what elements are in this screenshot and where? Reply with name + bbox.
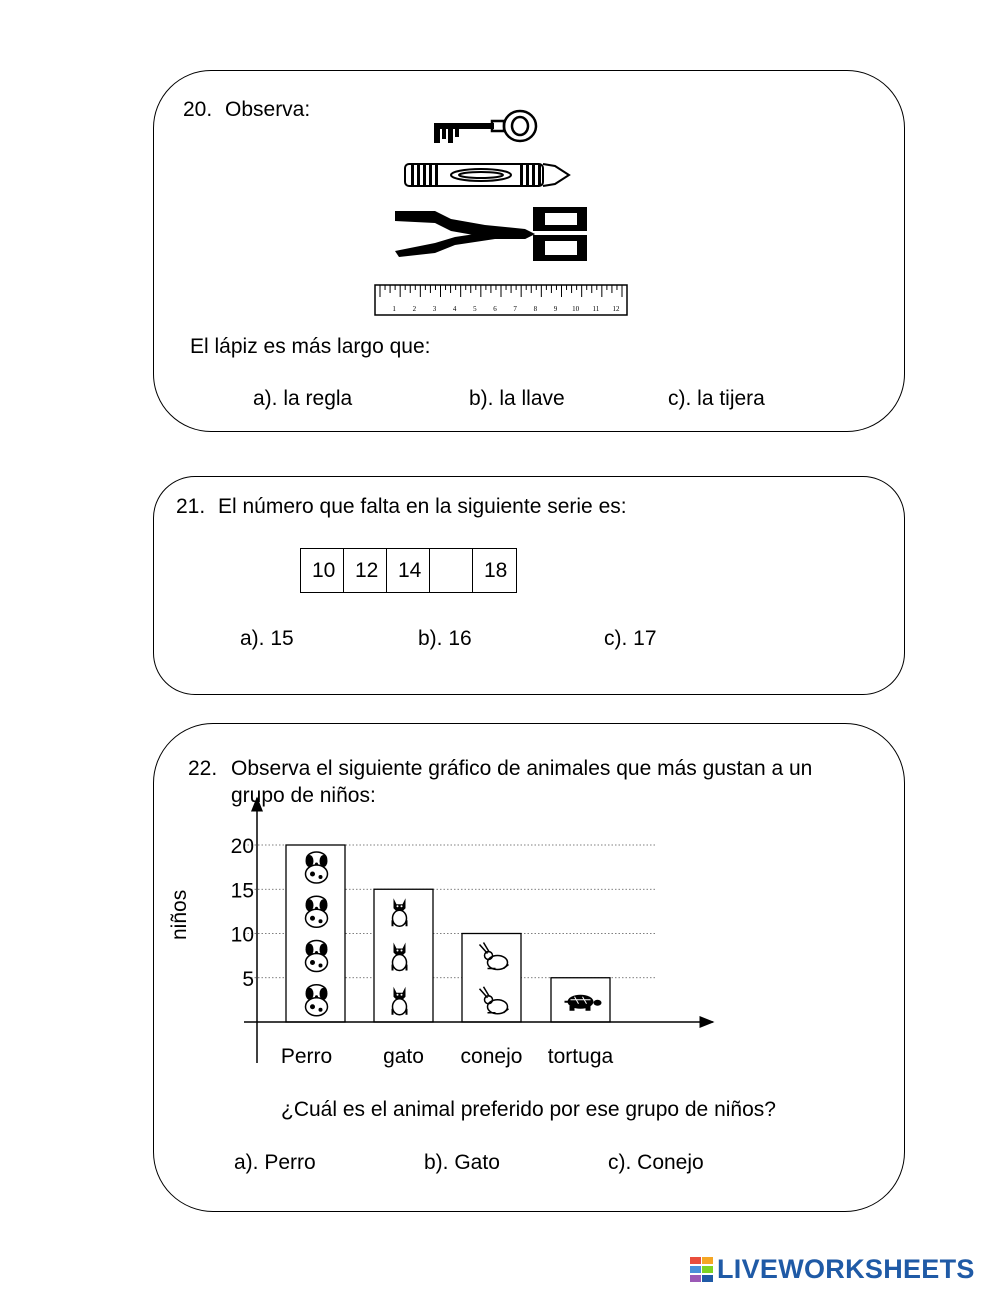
q22-number: 22.: [188, 757, 218, 780]
series-cell: 12: [344, 549, 387, 592]
chart-y-tick-label: 15: [230, 879, 254, 903]
q22-option-a[interactable]: a). Perro: [234, 1151, 316, 1174]
ruler-number: 11: [592, 305, 600, 313]
dog-icon: [306, 941, 328, 972]
ruler-number: 6: [493, 305, 497, 313]
ruler-number: 8: [533, 305, 538, 313]
chart-category-label: gato: [383, 1045, 424, 1068]
chart-category-label: conejo: [460, 1045, 523, 1068]
number-series: [300, 548, 517, 593]
liveworksheets-logo[interactable]: [690, 1254, 975, 1285]
q20-option-b[interactable]: b). la llave: [469, 387, 565, 410]
q21-option-b[interactable]: b). 16: [418, 627, 472, 650]
series-cell: 18: [484, 558, 508, 582]
ruler-number: 1: [392, 305, 396, 313]
q20-question: El lápiz es más largo que:: [190, 335, 431, 358]
q21-prompt: El número que falta en la siguiente serie es:: [218, 495, 627, 518]
q21-option-a[interactable]: a). 15: [240, 627, 294, 650]
q20-prompt: Observa:: [225, 98, 311, 121]
chart-category-label: Perro: [280, 1045, 333, 1068]
q22-prompt-line2: grupo de niños:: [231, 784, 376, 807]
q21-option-c[interactable]: c). 17: [604, 627, 657, 650]
chart-category-label: tortuga: [547, 1045, 614, 1068]
q20-option-a[interactable]: a). la regla: [253, 387, 353, 410]
animal-bar-chart: [200, 795, 730, 1080]
chart-y-label: niños: [168, 889, 191, 940]
ruler-number: 7: [513, 305, 517, 313]
q20-option-c[interactable]: c). la tijera: [668, 387, 765, 410]
logo-blocks-icon: [690, 1257, 714, 1283]
ruler-number: 2: [412, 305, 417, 313]
ruler-number: 3: [432, 305, 437, 313]
key-icon: [430, 108, 542, 150]
q20-number: 20.: [183, 98, 213, 121]
ruler-icon: [374, 284, 628, 316]
q22-prompt-line1: Observa el siguiente gráfico de animales que más gustan a un: [231, 757, 813, 780]
dog-icon: [306, 852, 328, 883]
q22-question: ¿Cuál es el animal preferido por ese grupo de niños?: [281, 1098, 776, 1121]
q22-option-b[interactable]: b). Gato: [424, 1151, 500, 1174]
chart-bar-conejo: [462, 934, 521, 1023]
dog-icon: [306, 896, 328, 927]
pencil-icon: [403, 161, 571, 189]
chart-y-tick-label: 10: [230, 923, 254, 947]
scissors-icon: [395, 201, 591, 265]
series-cell: 14: [387, 549, 430, 592]
q21-number: 21.: [176, 495, 206, 518]
ruler-number: 9: [553, 305, 558, 313]
ruler-number: 4: [452, 305, 457, 313]
series-missing-cell[interactable]: [430, 549, 473, 592]
series-cell: 10: [301, 549, 344, 592]
ruler-number: 10: [572, 305, 580, 313]
ruler-number: 12: [612, 305, 620, 313]
logo-text: LIVEWORKSHEETS: [717, 1254, 975, 1284]
dog-icon: [306, 985, 328, 1016]
chart-y-tick-label: 5: [242, 967, 254, 991]
q22-option-c[interactable]: c). Conejo: [608, 1151, 704, 1174]
ruler-number: 5: [473, 305, 477, 313]
chart-y-tick-label: 20: [230, 835, 254, 858]
